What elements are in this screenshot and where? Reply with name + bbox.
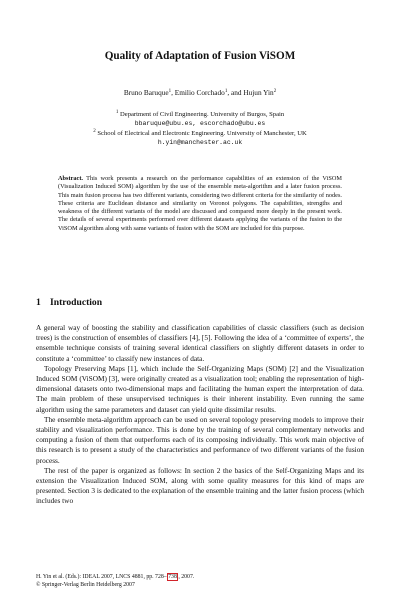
section-body <box>36 323 364 507</box>
paragraph: The ensemble meta-algorithm approach can be used on several topology preserving models to improve their stability and visualization performance. This is done by the training of several complementary networks and computing a fusion of them that outperforms each of its composing individually. This work main objective of this research is to present a study of the characteristics and performance of two different variants of the fusion process. <box>36 414 364 465</box>
page-footer <box>36 573 194 589</box>
author-affiliation-mark: 1 <box>168 89 172 94</box>
author-name: Hujun Yin <box>243 88 274 97</box>
paragraph: The rest of the paper is organized as follows: In section 2 the basics of the Self-Organizing Maps and its extension the Visualization Induced SOM, along with some quality measures for this kind of maps are presented. Section 3 is dedicated to the explanation of the ensemble training and the latter fusion process (which includes two <box>36 465 364 506</box>
affiliation-email: h.yin@manchester.ac.uk <box>157 138 243 146</box>
affiliation-number: 2 <box>93 129 96 134</box>
section-number: 1 <box>36 297 41 308</box>
copyright-line: © Springer-Verlag Berlin Heidelberg 2007 <box>36 582 135 588</box>
paragraph: Topology Preserving Maps [1], which include the Self-Organizing Maps (SOM) [2] and the Visualization Induced SOM (ViSOM) [3], were originally created as a visualization tool; enabling the representation of high-dimensional datasets onto two-dimensional maps and facilitating the human expert the interpretation of data. The main problem of these unsupervised techniques is their inherent instability. Even running the same algorithm using the same parameters and dataset can yield quite dissimilar results. <box>36 363 364 414</box>
affiliation-text: Department of Civil Engineering. University of Burgos, Spain <box>120 111 285 118</box>
affiliation-2 <box>0 130 400 147</box>
affiliation-text: School of Electrical and Electronic Engineering. University of Manchester, UK <box>97 130 307 137</box>
affiliation-email: bbaruque@ubu.es, escorchado@ubu.es <box>134 119 266 127</box>
page-range-end-link[interactable]: 738 <box>168 574 177 580</box>
author-separator: , and <box>227 88 244 97</box>
abstract-label: Abstract. <box>58 175 84 182</box>
author-name: Bruno Baruque <box>123 88 169 97</box>
paragraph: A general way of boosting the stability and classification capabilities of classic classifiers (such as decision trees) is the construction of ensembles of classifiers [4], [5]. Following the idea of a ‘committee of experts’, the ensemble technique consists of training several identical classifiers on slightly different datasets in order to constitute a ‘committee’ to classify new instances of data. <box>36 323 364 363</box>
author-separator: , <box>171 88 175 97</box>
author-name: Emilio Corchado <box>174 88 225 97</box>
author-list <box>0 88 400 98</box>
author-affiliation-mark: 2 <box>273 89 277 94</box>
section-heading <box>36 297 102 309</box>
citation-suffix: , 2007. <box>178 574 195 580</box>
citation-prefix: H. Yin et al. (Eds.): IDEAL 2007, LNCS 4881, pp. 728– <box>36 574 167 580</box>
citation-line <box>36 573 194 581</box>
abstract-text: This work presents a research on the performance capabilities of an extension of the ViSOM (Visualization Induced SOM) algorithm by the use of the ensemble meta-algorithm and a later fusion process. This main fusion process has two different variants, considering two different criteria for the similarity of nodes. These criteria are Euclidean distance and similarity on Voronoi polygons. The capabilities, strengths and weakness of the different variants of the model are discussed and compared more deeply in the present work. The details of several experiments performed over different datasets applying the variants of the fusion to the ViSOM algorithm along with same variants of fusion with the SOM are included for this purpose. <box>58 175 342 232</box>
affiliation-1 <box>0 111 400 128</box>
affiliation-number: 1 <box>115 110 119 115</box>
paper-title: Quality of Adaptation of Fusion ViSOM <box>104 50 296 62</box>
author-affiliation-mark: 1 <box>224 89 228 94</box>
abstract <box>58 175 342 233</box>
affiliation-line <box>0 130 400 139</box>
affiliation-line <box>0 111 400 120</box>
section-title: Introduction <box>50 297 103 308</box>
